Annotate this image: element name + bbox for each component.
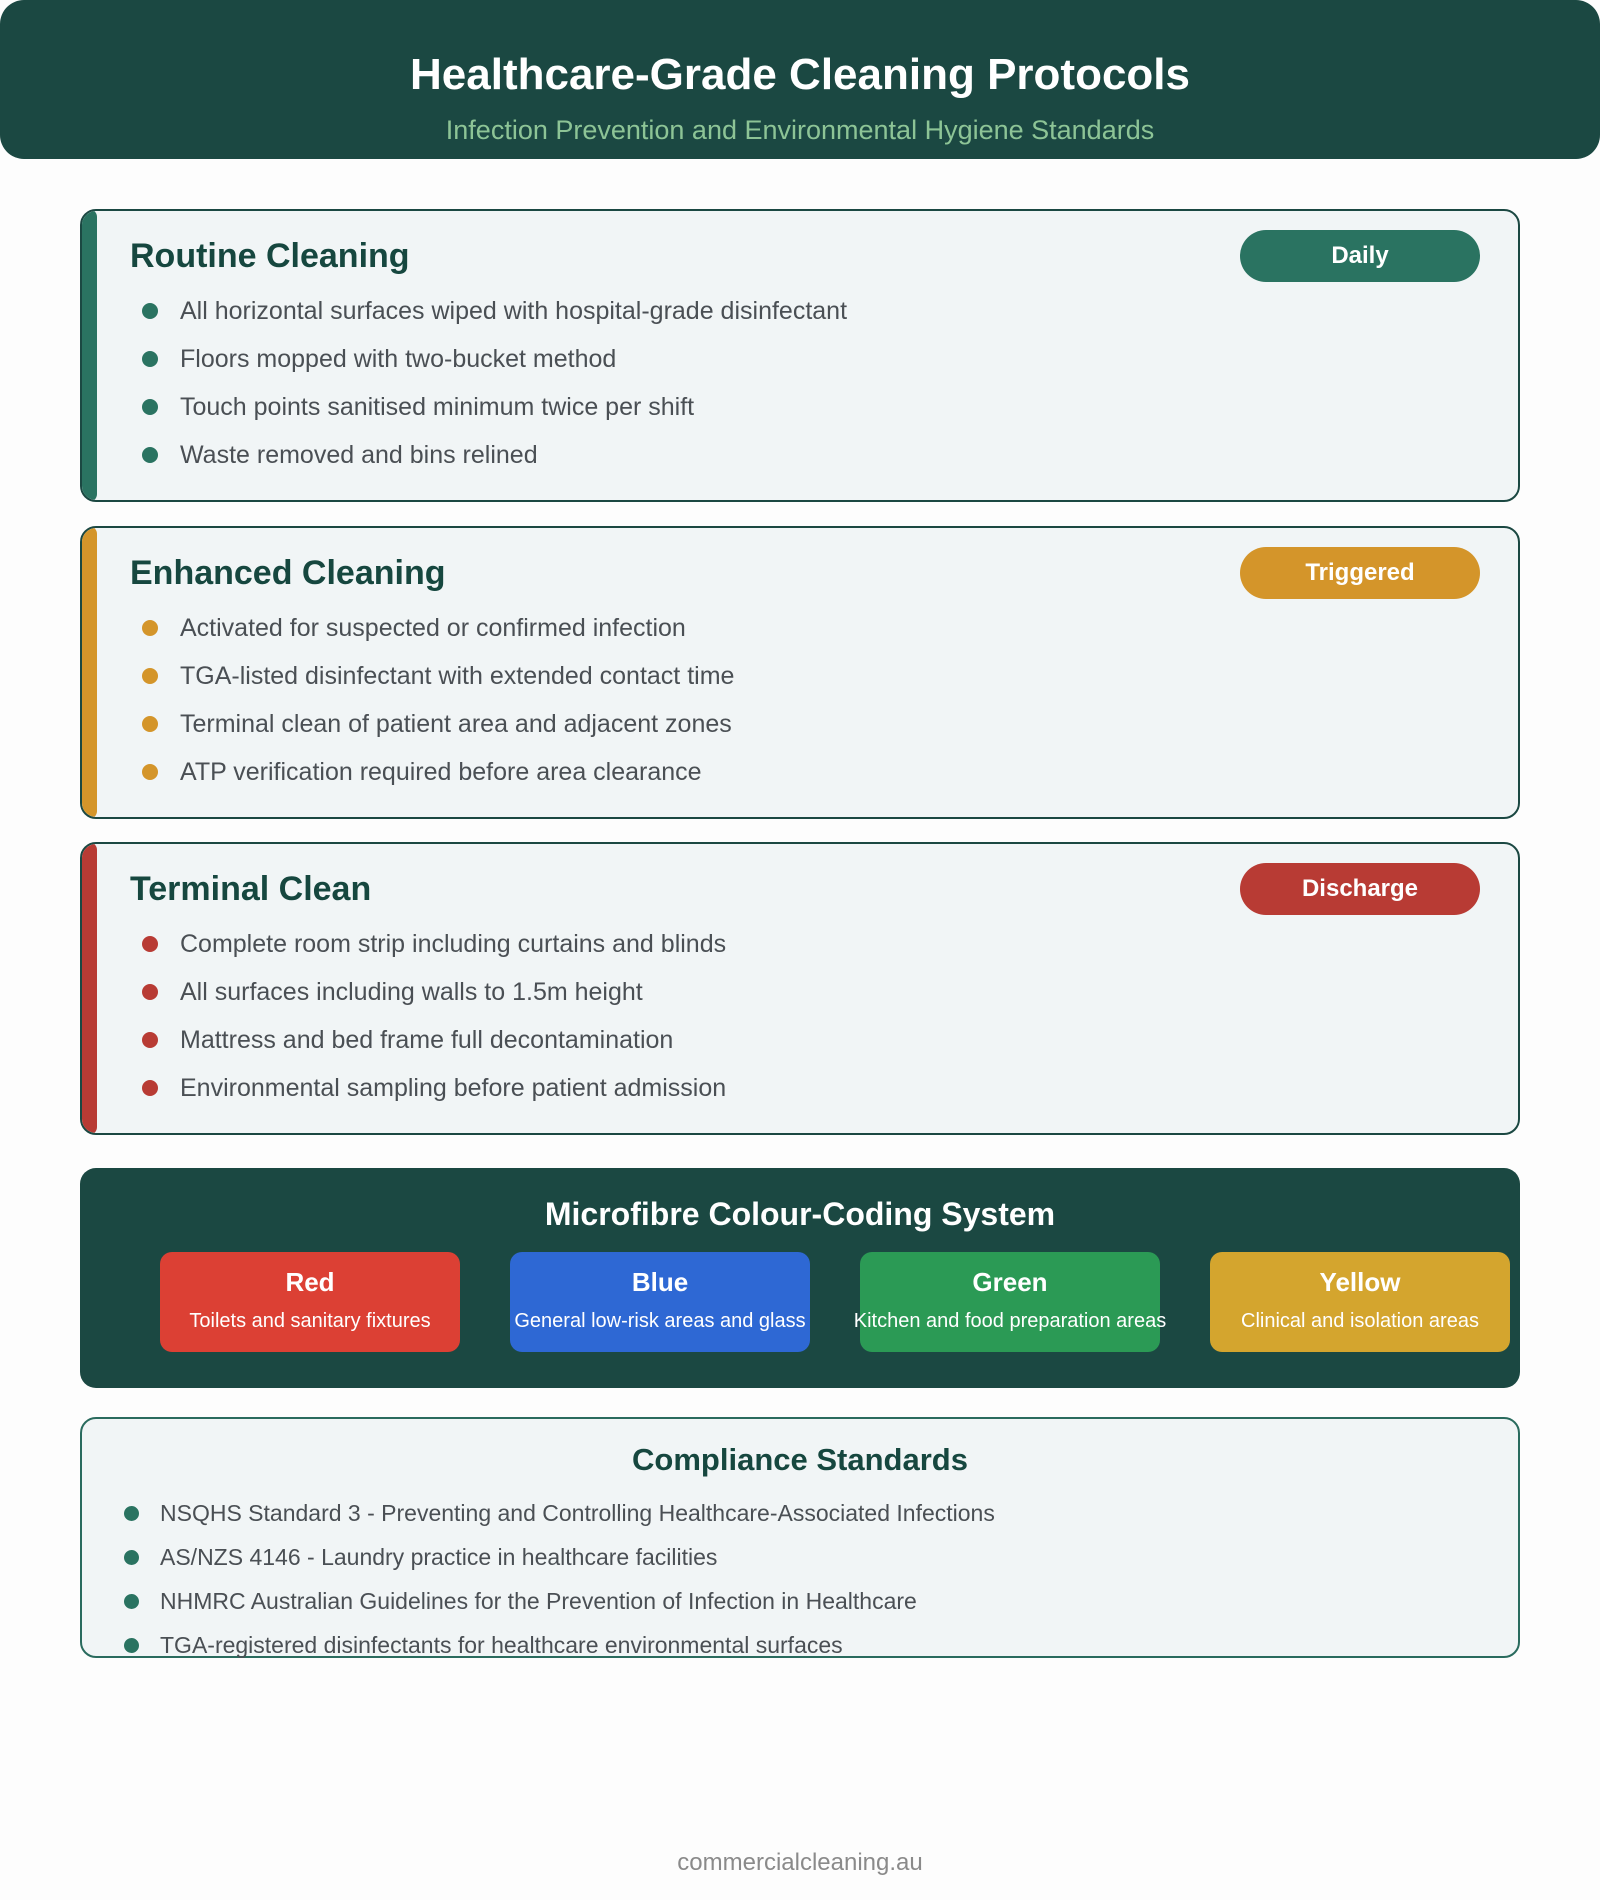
tile-description: Toilets and sanitary fixtures: [189, 1310, 431, 1332]
list-item-text: All surfaces including walls to 1.5m height: [180, 978, 643, 1006]
list-item-text: Environmental sampling before patient admission: [180, 1074, 727, 1102]
bullet-icon: [142, 716, 158, 732]
list-item: [130, 287, 847, 335]
colour-tile-green: [853, 1252, 1167, 1352]
bullet-icon: [142, 447, 158, 463]
list-item-text: Touch points sanitised minimum twice per shift: [180, 393, 695, 421]
list-item-text: Complete room strip including curtains and blinds: [180, 930, 727, 958]
page-title: Healthcare-Grade Cleaning Protocols: [410, 50, 1190, 99]
bullet-icon: [124, 1506, 139, 1521]
frequency-badge: Daily: [1240, 230, 1480, 282]
bullet-icon: [142, 351, 158, 367]
card-accent-bar: [80, 526, 97, 819]
list-item: [130, 383, 847, 431]
protocol-list: [130, 287, 847, 479]
list-item: [130, 1064, 726, 1112]
colour-tile-blue: [510, 1252, 810, 1352]
list-item: [130, 1016, 726, 1064]
tile-name: Blue: [631, 1267, 689, 1297]
list-item-text: TGA-listed disinfectant with extended contact time: [180, 662, 735, 690]
card-accent-bar: [80, 209, 97, 502]
list-item-text: NSQHS Standard 3 - Preventing and Controlling Healthcare-Associated Infections: [160, 1500, 995, 1526]
page-subtitle: Infection Prevention and Environmental Hygiene Standards: [445, 115, 1155, 145]
protocol-list: [130, 920, 726, 1112]
protocol-card-routine: [80, 209, 1520, 502]
list-item-text: Terminal clean of patient area and adjacent zones: [180, 710, 732, 738]
list-item: [122, 1535, 995, 1579]
protocol-card-enhanced: [80, 526, 1520, 819]
card-title: Enhanced Cleaning: [130, 554, 446, 592]
list-item: [130, 748, 734, 796]
compliance-list: [122, 1491, 995, 1667]
list-item-text: AS/NZS 4146 - Laundry practice in healthcare facilities: [160, 1544, 718, 1570]
list-item-text: TGA-registered disinfectants for healthcare environmental surfaces: [160, 1632, 843, 1658]
frequency-badge: Discharge: [1240, 863, 1480, 915]
list-item: [130, 604, 734, 652]
list-item: [122, 1623, 995, 1667]
footer-site-link[interactable]: commercialcleaning.au: [677, 1849, 923, 1876]
tile-description: Clinical and isolation areas: [1241, 1310, 1479, 1332]
colour-tile-yellow: [1210, 1252, 1510, 1352]
card-accent-bar: [80, 842, 97, 1135]
list-item-text: NHMRC Australian Guidelines for the Prevention of Infection in Healthcare: [160, 1588, 917, 1614]
tile-description: Kitchen and food preparation areas: [853, 1310, 1167, 1332]
card-title: Terminal Clean: [130, 870, 372, 908]
protocol-card-terminal: [80, 842, 1520, 1135]
tile-name: Red: [285, 1267, 335, 1297]
bullet-icon: [142, 984, 158, 1000]
bullet-icon: [124, 1638, 139, 1653]
list-item: [122, 1491, 995, 1535]
list-item-text: ATP verification required before area clearance: [180, 758, 702, 786]
bullet-icon: [124, 1550, 139, 1565]
list-item-text: Mattress and bed frame full decontamination: [180, 1026, 674, 1054]
list-item: [130, 968, 726, 1016]
compliance-title: Compliance Standards: [632, 1442, 968, 1477]
frequency-badge: Triggered: [1240, 547, 1480, 599]
card-title: Routine Cleaning: [130, 237, 410, 275]
page-header: [0, 0, 1600, 159]
tile-description: General low-risk areas and glass: [514, 1310, 806, 1332]
bullet-icon: [142, 399, 158, 415]
list-item: [122, 1579, 995, 1623]
list-item: [130, 431, 847, 479]
list-item: [130, 920, 726, 968]
list-item: [130, 335, 847, 383]
bullet-icon: [142, 668, 158, 684]
colour-tile-red: [160, 1252, 460, 1352]
bullet-icon: [142, 1080, 158, 1096]
bullet-icon: [142, 764, 158, 780]
list-item: [130, 700, 734, 748]
bullet-icon: [124, 1594, 139, 1609]
protocol-list: [130, 604, 734, 796]
list-item-text: Activated for suspected or confirmed infection: [180, 614, 686, 642]
colour-coding-panel: [80, 1168, 1520, 1388]
list-item-text: Waste removed and bins relined: [180, 441, 538, 469]
compliance-standards-box: [80, 1417, 1520, 1658]
tile-name: Yellow: [1319, 1267, 1401, 1297]
list-item: [130, 652, 734, 700]
bullet-icon: [142, 1032, 158, 1048]
list-item-text: All horizontal surfaces wiped with hospital-grade disinfectant: [180, 297, 848, 325]
tile-name: Green: [972, 1267, 1048, 1297]
bullet-icon: [142, 303, 158, 319]
bullet-icon: [142, 936, 158, 952]
list-item-text: Floors mopped with two-bucket method: [180, 345, 617, 373]
colour-coding-title: Microfibre Colour-Coding System: [544, 1196, 1056, 1232]
bullet-icon: [142, 620, 158, 636]
